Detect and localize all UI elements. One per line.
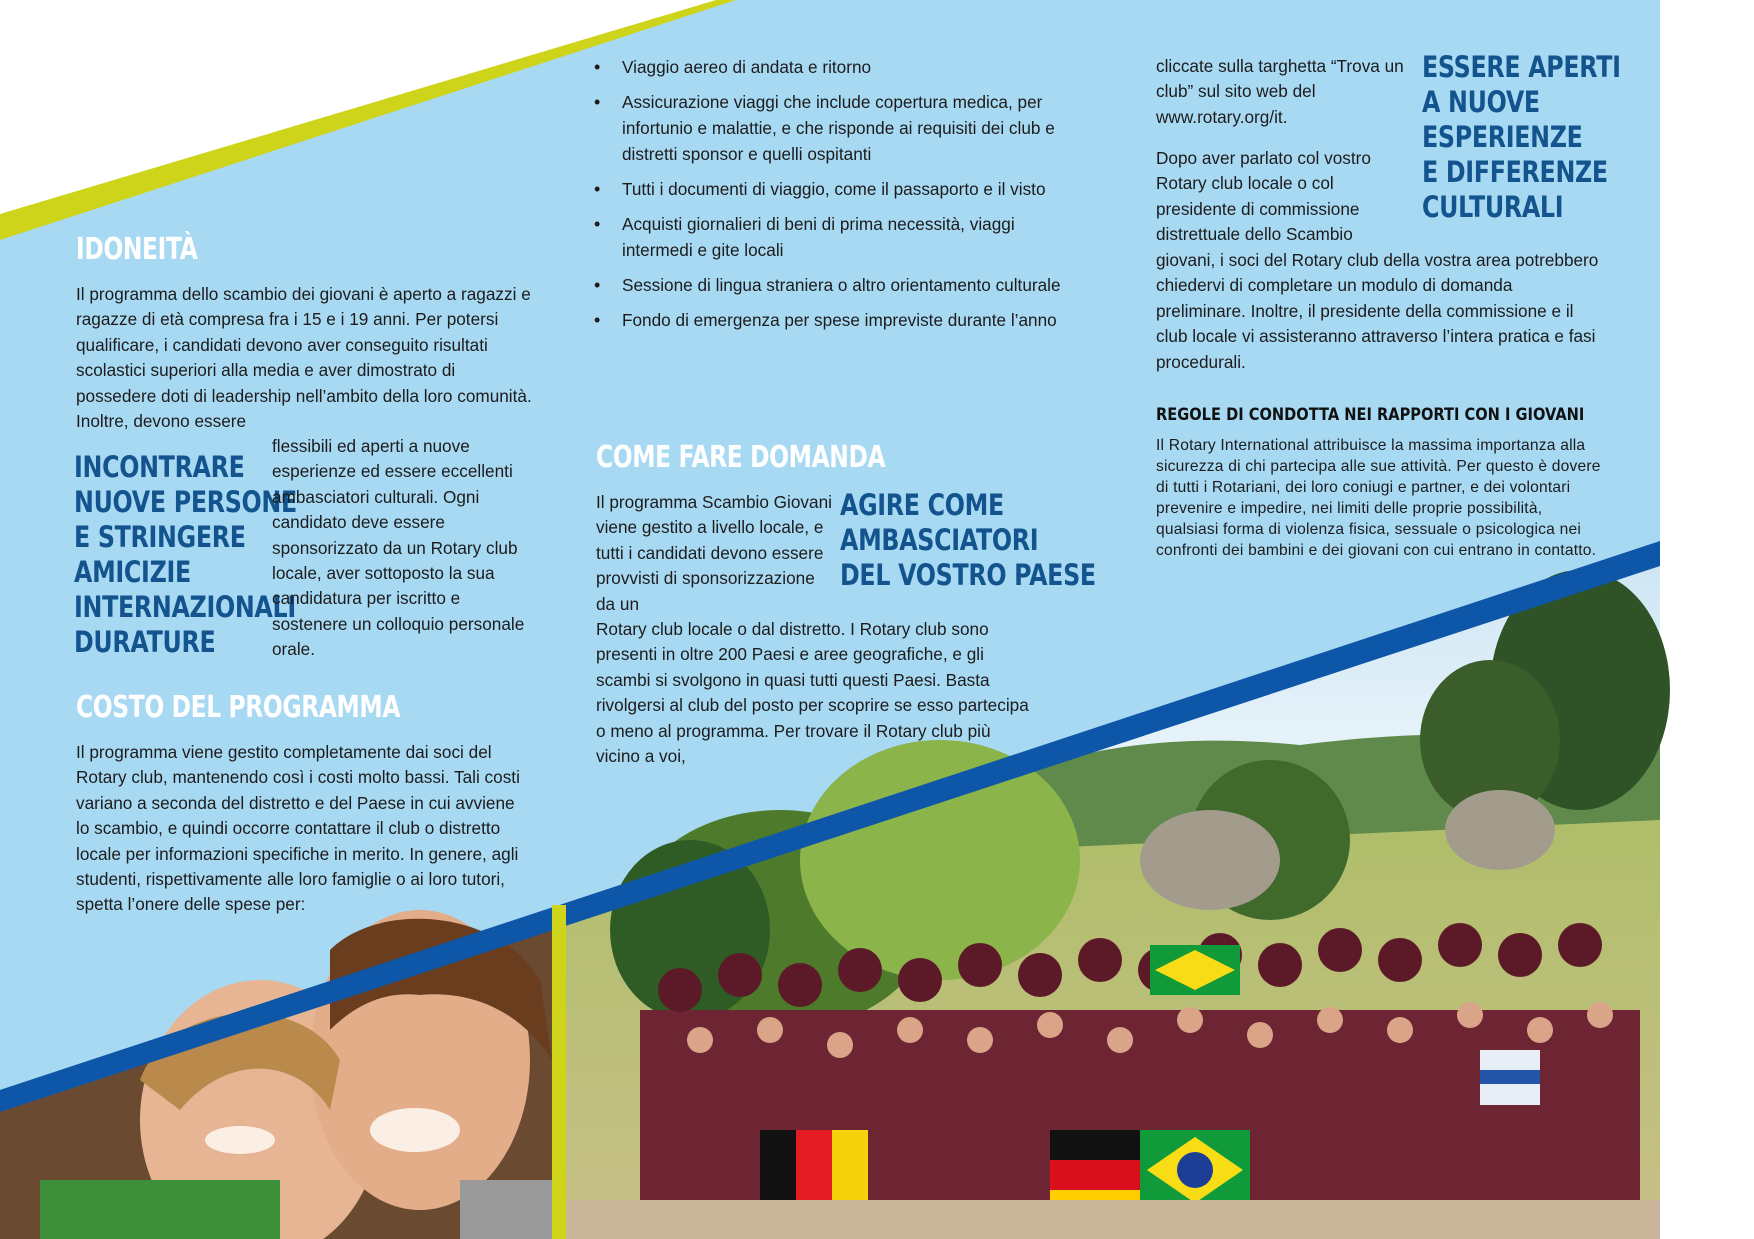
pullquote-line: AGIRE COME: [840, 488, 1004, 522]
pullquote-line: AMBASCIATORI: [840, 523, 1039, 557]
idoneita-paragraph-cont: flessibili ed aperti a nuove esperienze ed essere eccellenti ambasciatori culturali. Ogni candidato deve essere sponsorizzato da un Rotary club locale, aver sottoposto la sua candidatura per iscritto e sostenere un colloquio personale orale.: [272, 436, 525, 660]
domanda-title: COME FARE DOMANDA: [596, 440, 886, 475]
costo-title: COSTO DEL PROGRAMMA: [76, 690, 401, 725]
club-paragraph-c: giovani, i soci del Rotary club della vostra area potrebbero chiedervi di completare un modulo di domanda preliminare. Inoltre, il presidente della commissione e il club locale vi assisteranno attraverso l’intera pratica e fasi procedurali.: [1156, 250, 1599, 372]
pullquote-line: A NUOVE: [1422, 85, 1540, 119]
lime-divider: [552, 905, 566, 1239]
pullquote-friends: [74, 450, 297, 660]
idoneita-paragraph: Il programma dello scambio dei giovani è aperto a ragazzi e ragazze di età compresa fra i 15 e i 19 anni. Per potersi qualificare, i candidati devono aver conseguito risultati scolastici superiori alla media e aver dimostrato di possedere doti di leadership nell’ambito della loro comunità. Inoltre, devono essere: [76, 284, 532, 432]
pullquote-ambassadors: [840, 488, 1096, 593]
club-paragraph-b: Dopo aver parlato col vostro Rotary club locale o col presidente di commissione distrettuale dello Scambio: [1156, 148, 1371, 245]
list-item: • Acquisti giornalieri di beni di prima necessità, viaggi intermedi e gite locali: [592, 211, 1062, 263]
list-item: • Assicurazione viaggi che include copertura medica, per infortunio e malattie, e che risponde ai requisiti dei club e distretti sponsor e quelli ospitanti: [592, 89, 1062, 167]
club-paragraph-a: cliccate sulla targhetta “Trova un club” sul sito web del www.rotary.org/it.: [1156, 56, 1404, 127]
regole-paragraph: Il Rotary International attribuisce la massima importanza alla sicurezza di chi partecipa alle sue attività. Per questo è dovere di tutti i Rotariani, dei loro coniugi e partner, e dei volontari prevenire e impedire, nei limiti delle proprie possibilità, qualsiasi forma di violenza fisica, sessuale o psicologica nei confronti dei bambini e dei giovani con cui entrano in contatto.: [1156, 437, 1601, 559]
expenses-list: [592, 54, 1062, 342]
list-item: • Tutti i documenti di viaggio, come il passaporto e il visto: [592, 176, 1062, 202]
list-item: • Fondo di emergenza per spese impreviste durante l’anno: [592, 307, 1062, 333]
list-item: • Sessione di lingua straniera o altro orientamento culturale: [592, 272, 1062, 298]
costo-paragraph: Il programma viene gestito completamente dai soci del Rotary club, mantenendo così i costi molto bassi. Tali costi variano a seconda del distretto e del Paese in cui avviene lo scambio, e quindi occorre contattare il club o distretto locale per informazioni specifiche in merito. In genere, agli studenti, rispettivamente alle loro famiglie o ai loro tutori, spetta l’onere delle spese per:: [76, 742, 520, 915]
pullquote-line: ESSERE APERTI: [1422, 50, 1621, 84]
pullquote-line: ESPERIENZE: [1422, 120, 1583, 154]
idoneita-title: IDONEITÀ: [76, 232, 198, 267]
domanda-paragraph-a: Il programma Scambio Giovani viene gestito a livello locale, e tutti i candidati devono essere provvisti di sponsorizzazione da un: [596, 492, 832, 614]
pullquote-line: E DIFFERENZE: [1422, 155, 1608, 189]
pullquote-line: AMICIZIE: [74, 555, 191, 589]
pullquote-line: INCONTRARE: [74, 450, 245, 484]
pullquote-line: DEL VOSTRO PAESE: [840, 558, 1096, 592]
pullquote-line: E STRINGERE: [74, 520, 246, 554]
pullquote-line: INTERNAZIONALI: [74, 590, 296, 624]
domanda-paragraph-b: Rotary club locale o dal distretto. I Rotary club sono presenti in oltre 200 Paesi e aree geografiche, e gli scambi si svolgono in quasi tutti questi Paesi. Basta rivolgersi al club del posto per scoprire se esso partecipa o meno al programma. Per trovare il Rotary club più vicino a voi,: [596, 619, 1029, 767]
list-item: • Viaggio aereo di andata e ritorno: [592, 54, 1062, 80]
pullquote-experiences: [1422, 50, 1621, 225]
pullquote-line: NUOVE PERSONE: [74, 485, 297, 519]
pullquote-line: CULTURALI: [1422, 190, 1564, 224]
pullquote-line: DURATURE: [74, 625, 216, 659]
regole-title: REGOLE DI CONDOTTA NEI RAPPORTI CON I GIOVANI: [1156, 405, 1585, 425]
